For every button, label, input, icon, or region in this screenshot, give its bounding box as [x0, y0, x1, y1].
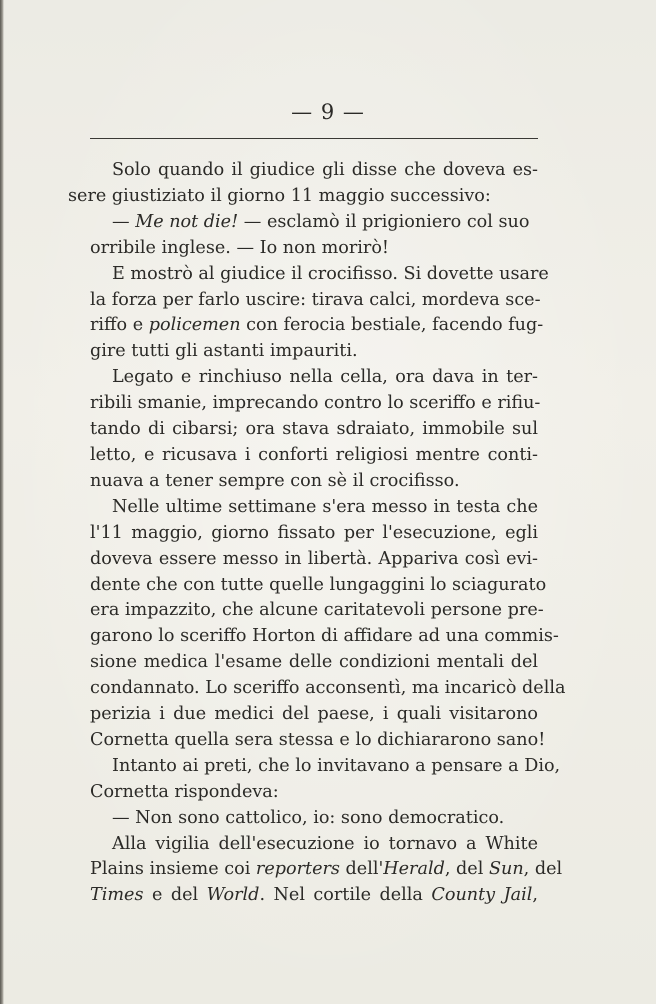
text-line: l'11 maggio, giorno fissato per l'esecuzione, egli: [90, 522, 538, 543]
italic-term: reporters: [255, 859, 340, 880]
italic-term: policemen: [148, 315, 241, 336]
text-segment: dell': [339, 859, 384, 880]
text-segment: e del: [143, 885, 207, 906]
text-segment: Plains insieme coi: [90, 859, 256, 880]
text-line: Alla vigilia dell'esecuzione io tornavo a White: [112, 833, 538, 854]
text-line: — Non sono cattolico, io: sono democratico.: [112, 807, 505, 828]
header-rule: [90, 138, 538, 139]
text-line: ribili smanie, imprecando contro lo sceriffo e rifiu-: [90, 393, 541, 414]
text-segment: con ferocia bestiale, facendo fug-: [240, 315, 544, 336]
paragraph-7: [90, 806, 538, 832]
text-line: sere giustiziato il giorno 11 maggio successivo:: [68, 185, 491, 206]
page-number: — 9 —: [291, 100, 365, 124]
quoted-speech: Me not die!: [135, 211, 239, 232]
newspaper-name: Times: [90, 885, 144, 906]
text-segment: . Nel cortile della: [259, 885, 432, 906]
text-line: garono lo sceriffo Horton di affidare ad una commis-: [90, 626, 559, 647]
text-line: [90, 210, 538, 236]
text-line: Nelle ultime settimane s'era messo in testa che: [112, 496, 538, 517]
paragraph-2: [90, 210, 538, 262]
newspaper-name: World: [206, 885, 260, 906]
text-line: gire tutti gli astanti impauriti.: [90, 341, 358, 362]
text-segment: ,: [532, 885, 538, 906]
paragraph-4: [90, 365, 541, 495]
text-line: [68, 883, 538, 909]
text-line: sione medica l'esame delle condizioni mentali del: [90, 652, 538, 673]
text-line: dente che con tutte quelle lungaggini lo sciagurato: [90, 574, 547, 595]
text-line: Cornetta quella sera stessa e lo dichiararono sano!: [90, 729, 546, 750]
text-line: [68, 313, 544, 339]
text-line: tando di cibarsi; ora stava sdraiato, immobile sul: [90, 419, 538, 440]
body-text: [68, 158, 566, 909]
text-line: la forza per farlo uscire: tirava calci, mordeva sce-: [90, 289, 541, 310]
newspaper-name: Herald: [383, 859, 445, 880]
paragraph-1: [68, 158, 538, 210]
text-line: Intanto ai preti, che lo invitavano a pensare a Dio,: [112, 755, 561, 776]
text-line: E mostrò al giudice il crocifisso. Si dovette usare: [112, 263, 549, 284]
text-line: doveva essere messo in libertà. Appariva così evi-: [90, 548, 538, 569]
dash: —: [112, 211, 136, 232]
text-segment: — esclamò il prigioniero col suo: [238, 211, 530, 232]
text-line: Cornetta rispondeva:: [90, 781, 279, 802]
binding-edge: [0, 0, 4, 1004]
text-line: orribile inglese. — Io non morirò!: [90, 237, 389, 258]
text-line: Legato e rinchiuso nella cella, ora dava in ter-: [112, 367, 538, 388]
text-segment: , del: [523, 859, 563, 880]
text-line: Solo quando il giudice gli disse che doveva es-: [112, 160, 538, 180]
paragraph-3: [90, 262, 549, 366]
paragraph-5: [90, 495, 566, 754]
text-line: letto, e ricusava i conforti religiosi mentre conti-: [90, 444, 538, 465]
text-line: [68, 857, 563, 883]
text-segment: , del: [444, 859, 489, 880]
italic-term: County Jail: [431, 885, 533, 906]
text-line: condannato. Lo sceriffo acconsentì, ma incaricò della: [90, 678, 566, 699]
paragraph-8: [90, 832, 563, 910]
newspaper-name: Sun: [488, 859, 524, 880]
text-line: perizia i due medici del paese, i quali visitarono: [90, 704, 538, 725]
paragraph-6: [90, 754, 561, 806]
text-line: nuava a tener sempre con sè il crocifisso.: [90, 470, 460, 491]
text-segment: riffo e: [90, 315, 149, 336]
text-line: era impazzito, che alcune caritatevoli persone pre-: [90, 600, 544, 621]
